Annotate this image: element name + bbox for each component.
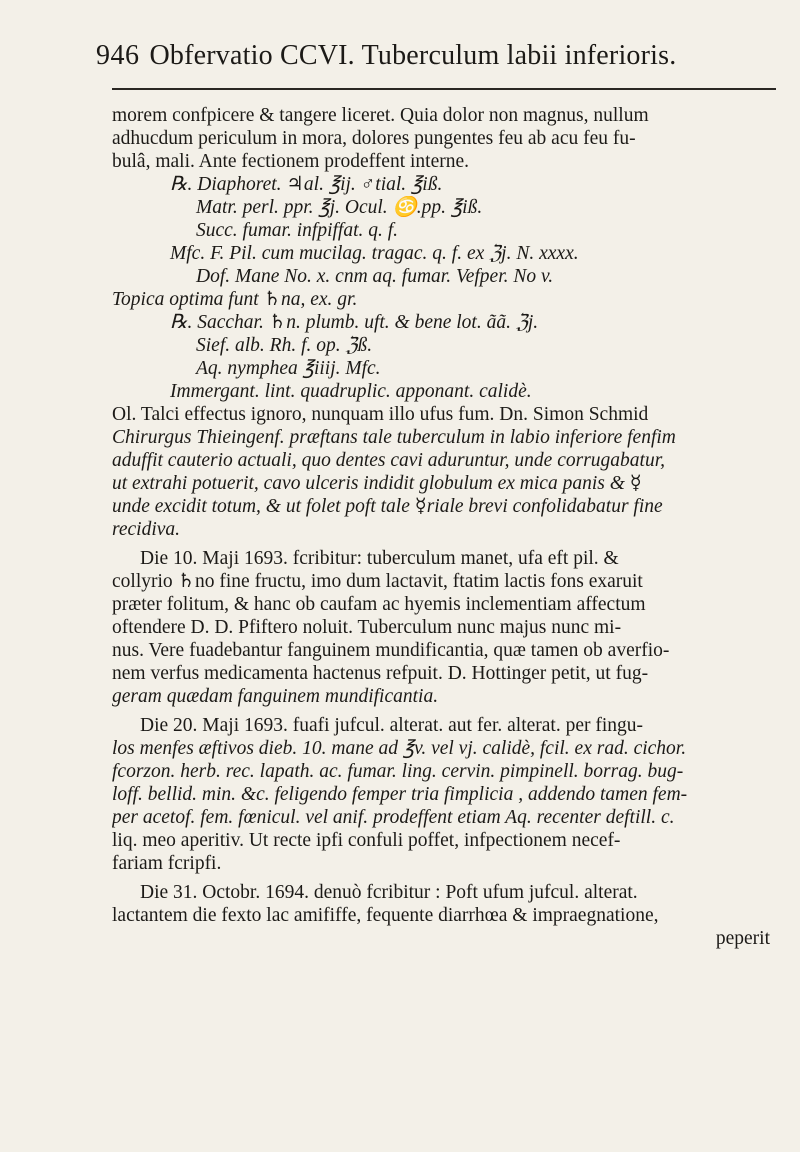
prescription-line: ℞. Sacchar. ♄n. plumb. uft. & bene lot. ãã. ℨj.: [170, 312, 539, 333]
text-line: Die 31. Octobr. 1694. denuò fcribitur : Poft ufum jufcul. alterat.: [140, 882, 638, 903]
text-line: bulâ, mali. Ante fectionem prodeffent interne.: [112, 151, 470, 172]
text-line: ut extrahi potuerit, cavo ulceris indidit globulum ex mica panis & ☿: [112, 473, 642, 494]
prescription-line: Dof. Mane No. x. cnm aq. fumar. Vefper. No v.: [196, 266, 554, 287]
text-line: recidiva.: [112, 519, 181, 540]
text-line: los menfes æftivos dieb. 10. mane ad ℥v. vel vj. calidè, fcil. ex rad. cichor.: [112, 738, 687, 759]
running-head: Obfervatio CCVI. Tuberculum labii inferioris.: [149, 40, 677, 71]
text-line: Topica optima funt ♄na, ex. gr.: [112, 289, 358, 310]
text-line: collyrio ♄no fine fructu, imo dum lactavit, ftatim lactis fons exaruit: [112, 571, 643, 592]
text-line: per acetof. fem. fœnicul. vel anif. prodeffent etiam Aq. recenter deftill. c.: [112, 807, 675, 828]
text-line: unde excidit totum, & ut folet poft tale ☿riale brevi confolidabatur fine: [112, 496, 663, 517]
text-line: fariam fcripfi.: [112, 853, 222, 874]
text-line: nem verfus medicamenta hactenus refpuit. D. Hottinger petit, ut fug-: [112, 663, 649, 684]
prescription-line: Succ. fumar. infpiffat. q. f.: [196, 220, 399, 241]
text-line: Die 10. Maji 1693. fcribitur: tuberculum manet, ufa eft pil. &: [140, 548, 619, 569]
page-header: [96, 40, 776, 86]
prescription-line: Sief. alb. Rh. f. op. ℨß.: [196, 335, 373, 356]
text-line: liq. meo aperitiv. Ut recte ipfi confuli poffet, infpectionem necef-: [112, 830, 621, 851]
prescription-line: ℞. Diaphoret. ♃al. ℥ij. ♂tial. ℥iß.: [170, 174, 443, 195]
observation-text: [112, 104, 780, 950]
text-line: aduffit cauterio actuali, quo dentes cavi aduruntur, unde corrugabatur,: [112, 450, 665, 471]
header-rule: [112, 88, 776, 90]
prescription-line: Mfc. F. Pil. cum mucilag. tragac. q. f. ex ℨj. N. xxxx.: [170, 243, 579, 264]
text-line: loff. bellid. min. &c. feligendo femper tria fimplicia , addendo tamen fem-: [112, 784, 688, 805]
text-line: Chirurgus Thieingenf. præftans tale tuberculum in labio inferiore fenfim: [112, 427, 676, 448]
text-line: geram quædam fanguinem mundificantia.: [112, 686, 439, 707]
text-line: morem confpicere & tangere liceret. Quia dolor non magnus, nullum: [112, 105, 649, 126]
text-line: lactantem die fexto lac amififfe, fequente diarrhœa & impraegnatione,: [112, 905, 659, 926]
prescription-line: Aq. nymphea ℥iiij. Mfc.: [196, 358, 381, 379]
prescription-line: Matr. perl. ppr. ℥j. Ocul. ♋.pp. ℥iß.: [196, 197, 483, 218]
text-line: Ol. Talci effectus ignoro, nunquam illo ufus fum. Dn. Simon Schmid: [112, 404, 649, 425]
text-line: fcorzon. herb. rec. lapath. ac. fumar. ling. cervin. pimpinell. borrag. bug-: [112, 761, 684, 782]
text-line: Die 20. Maji 1693. fuafi jufcul. alterat. aut fer. alterat. per fingu-: [140, 715, 644, 736]
prescription-line: Immergant. lint. quadruplic. apponant. calidè.: [170, 381, 532, 402]
text-line: adhucdum periculum in mora, dolores pungentes feu ab acu feu fu-: [112, 128, 636, 149]
text-line: præter folitum, & hanc ob caufam ac hyemis inclementiam affectum: [112, 594, 646, 615]
page-number: 946: [96, 40, 140, 71]
catchword: peperit: [715, 928, 770, 949]
text-line: oftendere D. D. Pfiftero noluit. Tuberculum nunc majus nunc mi-: [112, 617, 622, 638]
text-line: nus. Vere fuadebantur fanguinem mundificantia, quæ tamen ob averfio-: [112, 640, 670, 661]
